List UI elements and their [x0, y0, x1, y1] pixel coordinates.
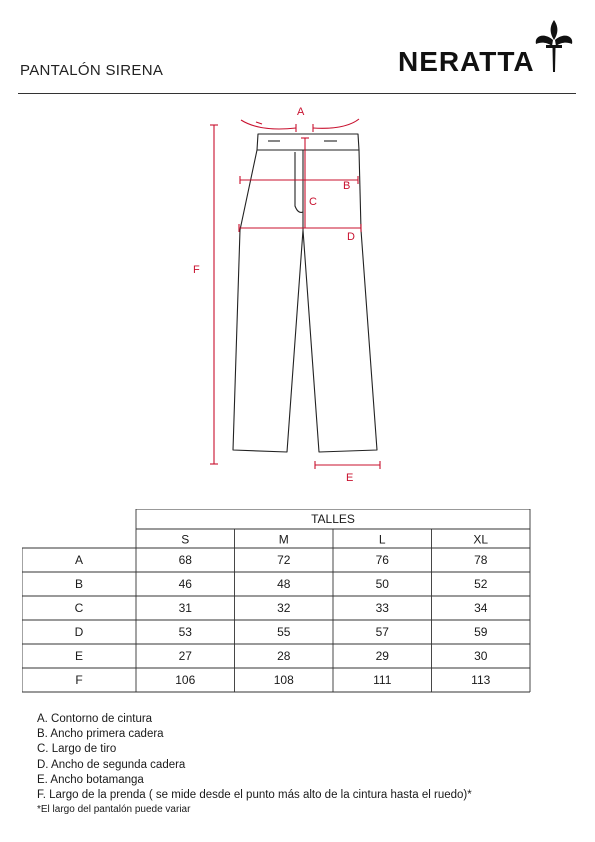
table-cell: 59	[474, 625, 488, 639]
page-title: PANTALÓN SIRENA	[20, 62, 164, 79]
diagram-label-e: E	[346, 472, 354, 484]
row-label-a: A	[74, 553, 84, 567]
note-item: C. Largo de tiro	[37, 743, 117, 756]
table-cell: 76	[375, 553, 389, 567]
table-cell: 52	[474, 577, 488, 591]
size-table	[22, 509, 532, 693]
row-label-e: E	[74, 649, 84, 663]
table-group-header: TALLES	[311, 512, 355, 526]
note-item: B. Ancho primera cadera	[37, 728, 164, 741]
table-cell: 111	[373, 673, 392, 687]
size-header-m: M	[278, 532, 289, 547]
row-label-b: B	[74, 577, 84, 591]
note-item: A. Contorno de cintura	[37, 713, 153, 725]
size-header-xl: XL	[473, 532, 489, 547]
table-cell: 27	[178, 649, 192, 663]
table-cell: 34	[474, 601, 488, 615]
table-cell: 48	[277, 577, 291, 591]
fleur-de-lis-icon	[530, 18, 578, 78]
header-divider	[18, 93, 576, 94]
pants-measurement-diagram	[0, 100, 595, 495]
note-item: F. Largo de la prenda ( se mide desde el punto más alto de la cintura hasta el ruedo)*	[37, 789, 472, 802]
table-cell: 30	[474, 649, 488, 663]
note-item: E. Ancho botamanga	[37, 773, 144, 786]
row-label-c: C	[74, 601, 84, 615]
waist-measure-line-a	[241, 119, 359, 129]
table-cell: 57	[375, 625, 389, 639]
diagram-label-c: C	[309, 196, 317, 208]
row-label-f: F	[75, 673, 83, 687]
measurement-notes	[37, 712, 587, 816]
diagram-label-b: B	[343, 180, 351, 192]
table-cell: 28	[277, 649, 291, 663]
brand-logo-text: NERATTA	[398, 46, 535, 77]
size-header-s: S	[181, 532, 190, 547]
table-cell: 53	[178, 625, 192, 639]
table-cell: 106	[175, 673, 196, 687]
table-cell: 72	[277, 553, 291, 567]
table-cell: 68	[178, 553, 192, 567]
table-cell: 33	[375, 601, 389, 615]
footnote: *El largo del pantalón puede variar	[37, 804, 191, 816]
size-header-l: L	[378, 532, 386, 547]
note-item: D. Ancho de segunda cadera	[37, 758, 186, 771]
table-cell: 46	[178, 577, 192, 591]
table-cell: 31	[178, 601, 192, 615]
row-label-d: D	[74, 625, 84, 639]
table-cell: 113	[471, 673, 491, 687]
diagram-label-a: A	[297, 106, 305, 118]
diagram-label-f: F	[193, 264, 200, 276]
table-cell: 55	[277, 625, 291, 639]
table-cell: 29	[375, 649, 389, 663]
table-cell: 78	[474, 553, 488, 567]
table-cell: 32	[277, 601, 291, 615]
table-cell: 50	[375, 577, 389, 591]
table-cell: 108	[273, 673, 294, 687]
diagram-label-d: D	[347, 231, 355, 243]
